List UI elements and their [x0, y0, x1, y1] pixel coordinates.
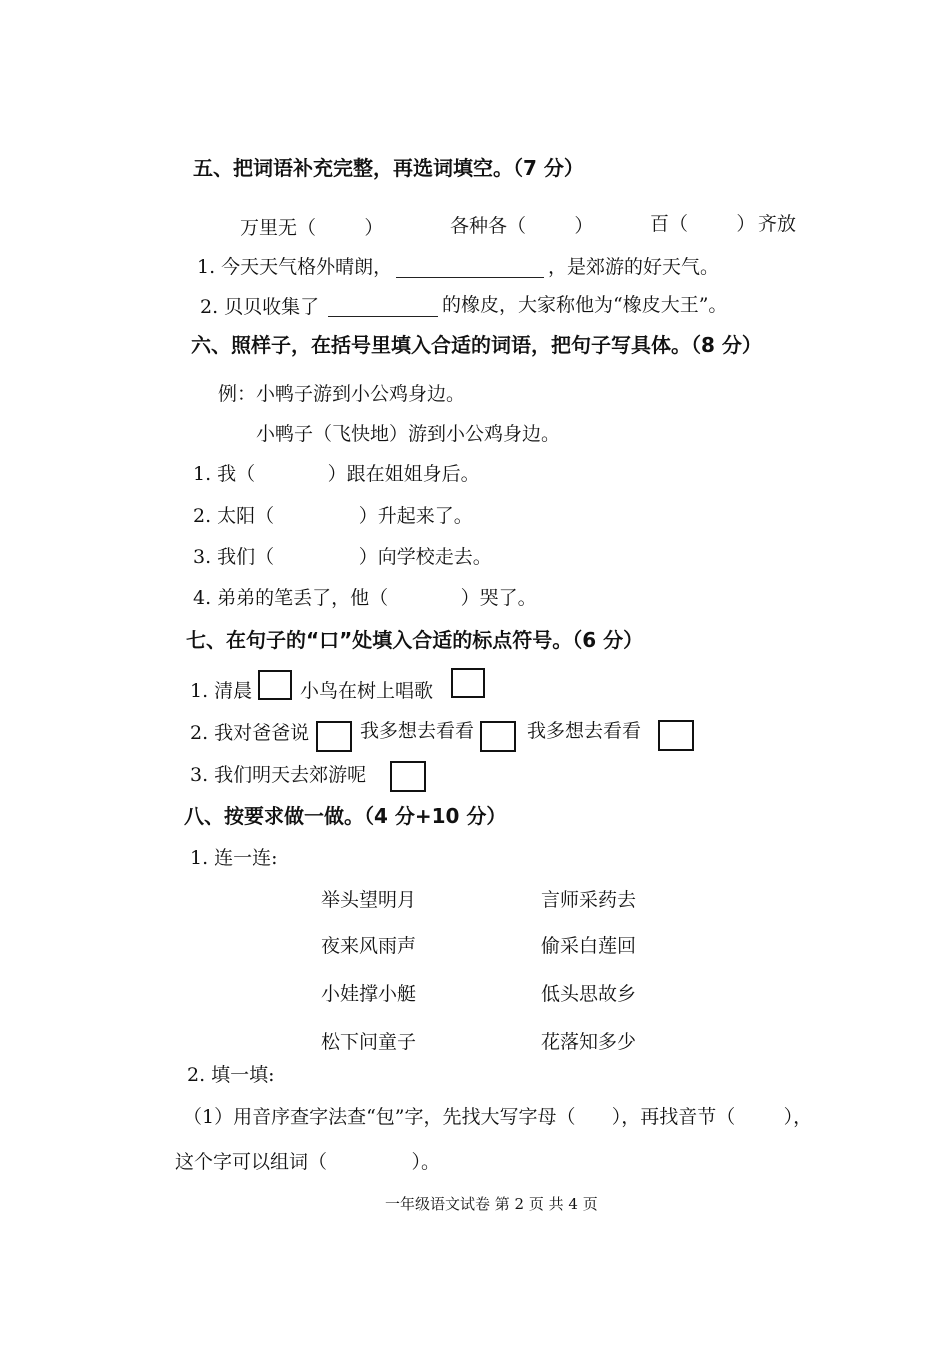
section-7-heading: 七、在句子的“口”处填入合适的标点符号。（6 分）	[186, 628, 644, 652]
poem-line-right-2[interactable]: 偷采白莲回	[541, 935, 637, 957]
s5-question-2-start: 2. 贝贝收集了	[200, 296, 320, 318]
s6-example-2: 小鸭子（飞快地）游到小公鸡身边。	[256, 423, 561, 445]
s8-sub-1: 1. 连一连:	[190, 847, 278, 869]
s5-question-1-end: ，是郊游的好天气。	[548, 256, 720, 278]
answer-line[interactable]	[328, 316, 438, 317]
s7-question-2-end: 我多想去看看	[527, 720, 642, 742]
idiom-blank-3-end: 齐放	[758, 213, 797, 235]
s7-question-3: 3. 我们明天去郊游呢	[190, 764, 367, 786]
section-6-heading: 六、照样子，在括号里填入合适的词语，把句子写具体。（8 分）	[191, 333, 762, 357]
s7-question-1-mid: 小鸟在树上唱歌	[300, 680, 434, 702]
punctuation-box[interactable]	[316, 721, 352, 752]
s6-question-1: 1. 我（ ）跟在姐姐身后。	[193, 463, 480, 485]
s6-example-1: 例：小鸭子游到小公鸡身边。	[218, 383, 466, 405]
page-footer: 一年级语文试卷 第 2 页 共 4 页	[385, 1195, 598, 1213]
s7-question-1-start: 1. 清晨	[190, 680, 253, 702]
section-8-heading: 八、按要求做一做。（4 分+10 分）	[184, 804, 507, 828]
s7-question-2-start: 2. 我对爸爸说	[190, 722, 310, 744]
section-5-heading: 五、把词语补充完整，再选词填空。（7 分）	[193, 156, 584, 180]
poem-line-left-4[interactable]: 松下问童子	[321, 1031, 417, 1053]
poem-line-left-3[interactable]: 小娃撑小艇	[321, 983, 417, 1005]
s8-fill-line-1: （1）用音序查字法查“包”字，先找大写字母（ ），再找音节（ ），	[183, 1106, 813, 1128]
poem-line-right-1[interactable]: 言师采药去	[541, 889, 637, 911]
s7-question-2-mid: 我多想去看看	[360, 720, 475, 742]
s6-question-4: 4. 弟弟的笔丢了，他（ ）哭了。	[193, 587, 537, 609]
poem-line-right-4[interactable]: 花落知多少	[541, 1031, 637, 1053]
poem-line-right-3[interactable]: 低头思故乡	[541, 983, 637, 1005]
punctuation-box[interactable]	[658, 720, 694, 751]
s6-question-3: 3. 我们（ ）向学校走去。	[193, 546, 492, 568]
idiom-blank-3: 百（ ）	[650, 213, 756, 235]
s5-question-1-start: 1. 今天天气格外晴朗，	[197, 256, 393, 278]
idiom-blank-1: 万里无（ ）	[240, 217, 384, 239]
punctuation-box[interactable]	[390, 761, 426, 792]
punctuation-box[interactable]	[451, 668, 485, 698]
punctuation-box[interactable]	[258, 670, 292, 700]
s8-fill-line-2: 这个字可以组词（ ）。	[175, 1151, 441, 1173]
idiom-blank-2: 各种各（ ）	[450, 215, 594, 237]
s5-question-2-end: 的橡皮，大家称他为“橡皮大王”。	[442, 294, 728, 316]
answer-line[interactable]	[396, 277, 544, 278]
s8-sub-2: 2. 填一填:	[187, 1064, 275, 1086]
poem-line-left-1[interactable]: 举头望明月	[321, 889, 417, 911]
poem-line-left-2[interactable]: 夜来风雨声	[321, 935, 417, 957]
s6-question-2: 2. 太阳（ ）升起来了。	[193, 505, 473, 527]
punctuation-box[interactable]	[480, 721, 516, 752]
